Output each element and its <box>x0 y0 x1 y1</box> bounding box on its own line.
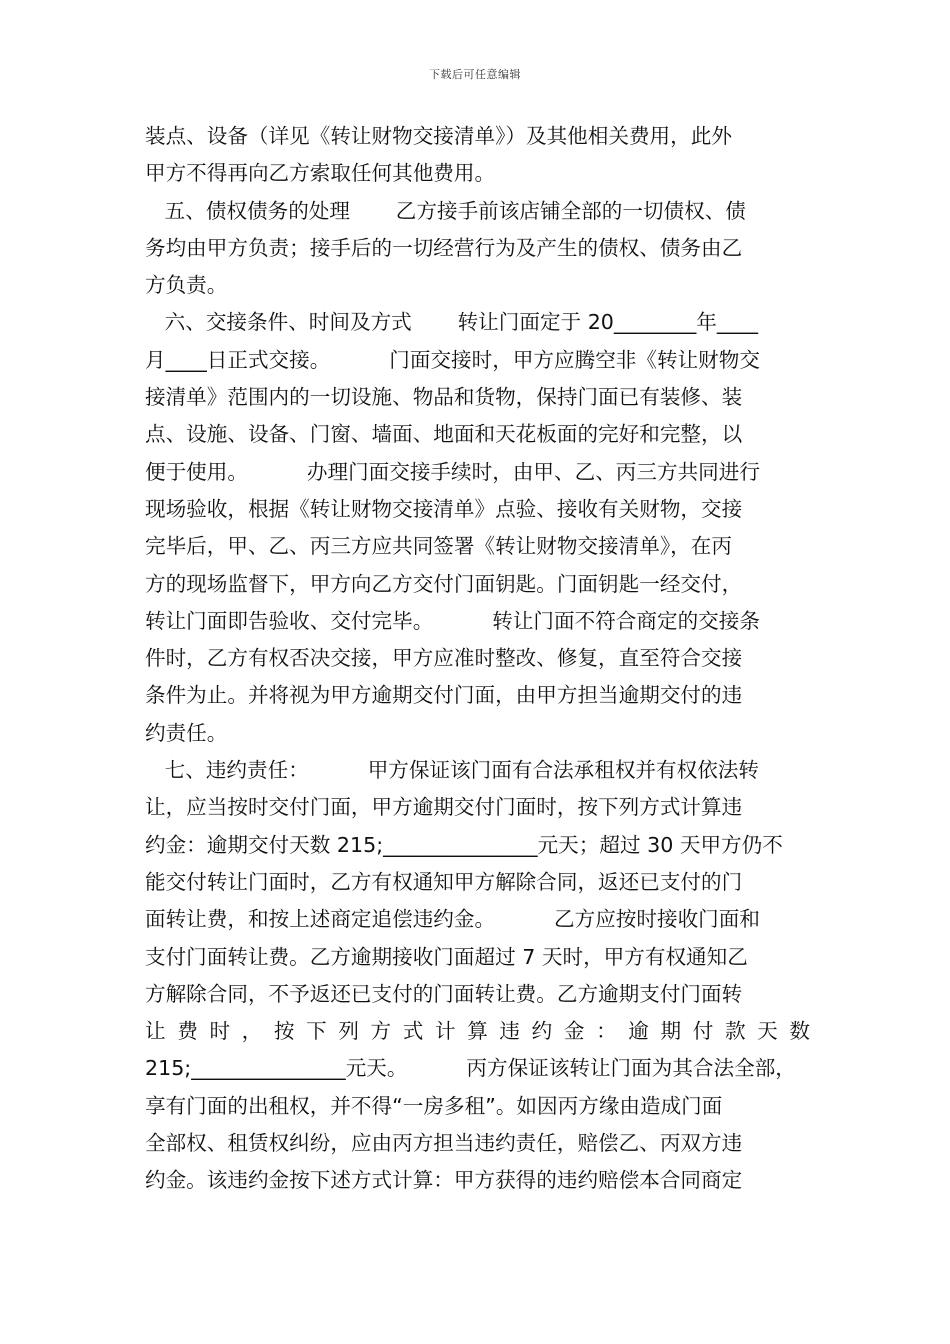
text-line: 现场验收，根据《转让财物交接清单》点验、接收有关财物，交接 <box>145 496 743 521</box>
document-body <box>145 118 810 1200</box>
text-line: 七、违约责任： 甲方保证该门面有合法承租权并有权依法转 <box>145 758 759 783</box>
text-line: 甲方不得再向乙方索取任何其他费用。 <box>145 161 496 186</box>
text-line: 215;_______________元天。 丙方保证该转让门面为其合法全部， <box>145 1056 796 1081</box>
text-line: 六、交接条件、时间及方式 转让门面定于 20________年____ <box>145 310 759 335</box>
text-line: 方解除合同，不予返还已支付的门面转让费。乙方逾期支付门面转 <box>145 981 743 1006</box>
text-line: 装点、设备（详见《转让财物交接清单》）及其他相关费用，此外 <box>145 124 732 148</box>
text-line: 约金。该违约金按下述方式计算：甲方获得的违约赔偿本合同商定 <box>145 1168 743 1193</box>
text-line: 面转让费，和按上述商定追偿违约金。 乙方应按时接收门面和 <box>145 907 760 932</box>
text-line: 支付门面转让费。乙方逾期接收门面超过 7 天时，甲方有权通知乙 <box>145 944 748 969</box>
text-line: 点、设施、设备、门窗、墙面、地面和天花板面的完好和完整，以 <box>145 422 743 447</box>
text-line: 月____日正式交接。 门面交接时，甲方应腾空非《转让财物交 <box>145 347 760 372</box>
text-line: 五、债权债务的处理 乙方接手前该店铺全部的一切债权、债 <box>145 198 746 223</box>
text-line: 便于使用。 办理门面交接手续时，由甲、乙、丙三方共同进行 <box>145 459 760 484</box>
text-line: 能交付转让门面时，乙方有权通知甲方解除合同，返还已支付的门 <box>145 869 743 894</box>
text-line: 方负责。 <box>145 273 228 298</box>
text-line: 件时，乙方有权否决交接，甲方应准时整改、修复，直至符合交接 <box>145 646 743 671</box>
text-line: 转让门面即告验收、交付完毕。 转让门面不符合商定的交接条 <box>145 608 760 633</box>
text-line: 条件为止。并将视为甲方逾期交付门面，由甲方担当逾期交付的违 <box>145 683 743 708</box>
page-header: 下载后可任意编辑 <box>429 68 521 81</box>
text-line: 全部权、租赁权纠纷，应由丙方担当违约责任，赔偿乙、丙双方违 <box>145 1131 743 1156</box>
text-line: 务均由甲方负责；接手后的一切经营行为及产生的债权、债务由乙 <box>145 235 743 260</box>
text-line: 方的现场监督下，甲方向乙方交付门面钥匙。门面钥匙一经交付， <box>145 571 743 596</box>
text-line: 让，应当按时交付门面，甲方逾期交付门面时，按下列方式计算违 <box>145 795 743 820</box>
text-line: 约责任。 <box>145 720 228 745</box>
text-line: 接清单》范围内的一切设施、物品和货物，保持门面已有装修、装 <box>145 385 743 410</box>
text-line: 让 费 时 ， 按 下 列 方 式 计 算 违 约 金 ： 逾 期 付 款 天 数 <box>145 1019 810 1044</box>
text-line: 完毕后，甲、乙、丙三方应共同签署《转让财物交接清单》，在丙 <box>145 534 732 559</box>
text-line: 享有门面的出租权，并不得“一房多租”。如因丙方缘由造成门面 <box>145 1093 723 1118</box>
text-line: 约金：逾期交付天数 215;_______________元天；超过 30 天甲方仍不 <box>145 832 783 857</box>
